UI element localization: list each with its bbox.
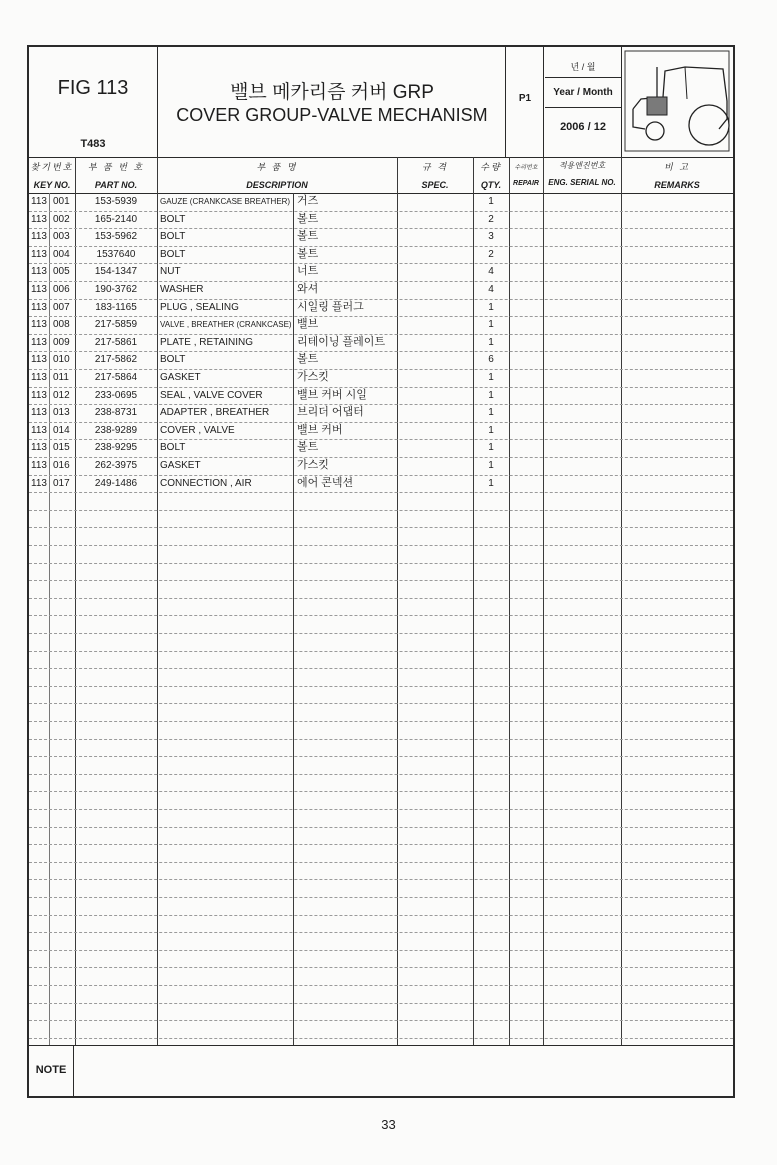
description-en-cell: NUT: [160, 266, 181, 278]
header-rule: [545, 77, 621, 79]
header-divider: [157, 47, 158, 157]
fig-cell: 113: [31, 336, 47, 348]
part-number-cell: 1537640: [96, 248, 136, 260]
sheet-header: [29, 47, 733, 158]
row-rule: [29, 756, 733, 757]
row-rule: [29, 915, 733, 916]
description-kr-cell: 밸브: [297, 318, 319, 331]
col-part: 부 품 번 호 PART NO.: [87, 162, 145, 190]
part-number-cell: 153-5962: [94, 231, 138, 243]
issue-date: 2006 / 12: [560, 121, 606, 133]
row-rule: [29, 545, 733, 546]
key-cell: 005: [53, 266, 70, 278]
key-cell: 003: [53, 231, 70, 243]
col-key: 찾기번호 KEY NO.: [30, 162, 74, 190]
fig-cell: 113: [31, 319, 47, 331]
description-kr-cell: 밸브 커버 시일: [297, 388, 367, 401]
column-rule: [49, 193, 50, 1045]
part-number-cell: 249-1486: [94, 477, 138, 489]
qty-cell: 1: [488, 460, 494, 471]
row-rule: [29, 633, 733, 634]
row-rule: [29, 774, 733, 775]
row-rule: [29, 1020, 733, 1021]
qty-cell: 1: [488, 442, 494, 454]
row-rule: [29, 668, 733, 669]
fig-cell: 113: [31, 372, 47, 383]
description-kr-cell: 볼트: [297, 212, 319, 225]
column-rule: [509, 157, 510, 1045]
row-rule: [29, 563, 733, 564]
description-en-cell: WASHER: [160, 284, 204, 295]
row-rule: [29, 598, 733, 599]
qty-cell: 6: [488, 354, 494, 366]
title-korean: 밸브 메카리즘 커버 GRP: [230, 82, 434, 103]
header-divider: [543, 47, 544, 157]
description-kr-cell: 가스킷: [297, 459, 329, 471]
fig-cell: 113: [31, 301, 47, 313]
row-rule: [29, 950, 733, 951]
qty-cell: 1: [488, 424, 494, 436]
fig-cell: 113: [31, 284, 47, 295]
key-cell: 013: [53, 407, 70, 419]
row-rule: [29, 686, 733, 687]
part-number-cell: 217-5864: [94, 372, 138, 383]
fig-cell: 113: [31, 460, 47, 471]
part-number-cell: 183-1165: [95, 301, 137, 313]
col-spec: 규 격 SPEC.: [421, 162, 449, 190]
fig-cell: 113: [31, 477, 47, 489]
key-cell: 007: [53, 301, 70, 313]
qty-cell: 1: [488, 301, 494, 313]
part-number-cell: 154-1347: [94, 266, 138, 278]
qty-cell: 2: [488, 248, 494, 260]
description-en-cell: PLATE , RETAINING: [160, 336, 253, 348]
description-en-cell: BOLT: [160, 213, 186, 225]
fig-cell: 113: [31, 248, 47, 260]
row-rule: [29, 791, 733, 792]
qty-cell: 4: [488, 266, 494, 278]
column-rule: [157, 157, 158, 1045]
row-rule: [29, 844, 733, 845]
description-en-cell: GASKET: [160, 372, 201, 383]
row-rule: [29, 492, 733, 493]
row-rule: [29, 967, 733, 968]
column-rule: [397, 157, 398, 1045]
row-rule: [29, 615, 733, 616]
row-rule: [29, 739, 733, 740]
tractor-thumbnail-icon: [623, 49, 731, 153]
row-rule: [29, 897, 733, 898]
row-rule: [29, 721, 733, 722]
parts-sheet: [27, 45, 735, 1098]
key-cell: 002: [53, 213, 70, 225]
row-rule: [29, 651, 733, 652]
model-code: T483: [80, 138, 106, 150]
col-eng-serial: 적용엔진번호 ENG. SERIAL NO.: [548, 161, 616, 187]
column-headers: [29, 157, 733, 194]
row-rule: [29, 510, 733, 511]
row-rule: [29, 879, 733, 880]
fig-cell: 113: [31, 389, 47, 401]
description-kr-cell: 볼트: [297, 247, 319, 260]
description-kr-cell: 시일링 플러그: [297, 300, 364, 313]
qty-cell: 2: [488, 213, 494, 225]
fig-cell: 113: [31, 196, 47, 207]
note-divider: [73, 1046, 74, 1098]
part-number-cell: 165-2140: [94, 213, 138, 225]
fig-cell: 113: [31, 407, 47, 419]
description-kr-cell: 리테이닝 플레이트: [297, 335, 386, 348]
description-en-cell: CONNECTION , AIR: [160, 477, 252, 489]
part-number-cell: 262-3975: [94, 460, 138, 471]
row-rule: [29, 1038, 733, 1039]
year-month-label-en: Year / Month: [553, 87, 613, 98]
part-number-cell: 153-5939: [94, 196, 138, 207]
part-number-cell: 217-5861: [94, 336, 138, 348]
description-kr-cell: 밸브 커버: [297, 423, 343, 436]
part-number-cell: 233-0695: [94, 389, 138, 401]
key-cell: 010: [53, 354, 70, 366]
fig-cell: 113: [31, 231, 47, 243]
qty-cell: 1: [488, 407, 494, 419]
description-kr-cell: 거즈: [297, 195, 319, 207]
qty-cell: 1: [488, 319, 494, 331]
key-cell: 001: [53, 196, 70, 207]
description-kr-cell: 와셔: [297, 283, 319, 295]
description-en-cell: GAUZE (CRANKCASE BREATHER): [160, 197, 291, 206]
row-rule: [29, 862, 733, 863]
col-repair: 수리번호 REPAIR: [513, 165, 539, 187]
year-month-label-kr: 년 / 월: [570, 62, 596, 72]
part-number-cell: 238-9289: [94, 424, 138, 436]
column-rule: [621, 157, 622, 1045]
row-rule: [29, 809, 733, 810]
qty-cell: 1: [488, 477, 494, 489]
fig-cell: 113: [31, 442, 47, 454]
description-kr-cell: 브리더 어댑터: [297, 406, 364, 419]
description-en-cell: ADAPTER , BREATHER: [160, 407, 270, 419]
qty-cell: 4: [488, 284, 494, 295]
col-qty: 수량 QTY.: [480, 162, 502, 190]
description-en-cell: BOLT: [160, 442, 186, 454]
fig-cell: 113: [31, 266, 47, 278]
note-box: [29, 1045, 733, 1098]
fig-cell: 113: [31, 213, 47, 225]
description-en-cell: BOLT: [160, 231, 186, 243]
description-en-cell: SEAL , VALVE COVER: [160, 389, 263, 401]
key-cell: 014: [53, 424, 70, 436]
header-divider: [621, 47, 622, 157]
part-number-cell: 190-3762: [94, 284, 138, 295]
qty-cell: 1: [488, 372, 494, 383]
header-rule: [545, 107, 621, 109]
page-code: P1: [518, 93, 532, 104]
key-cell: 011: [53, 372, 69, 383]
key-cell: 012: [53, 389, 70, 401]
part-number-cell: 238-9295: [94, 442, 138, 454]
row-rule: [29, 580, 733, 581]
col-description: 부 품 명 DESCRIPTION: [246, 162, 308, 190]
description-kr-cell: 볼트: [297, 441, 319, 454]
part-number-cell: 238-8731: [94, 407, 138, 419]
row-rule: [29, 527, 733, 528]
qty-cell: 1: [488, 389, 494, 401]
key-cell: 015: [53, 442, 70, 454]
description-kr-cell: 에어 콘넥션: [297, 476, 354, 489]
description-en-cell: PLUG , SEALING: [160, 301, 239, 313]
note-label: NOTE: [35, 1064, 67, 1076]
key-cell: 009: [53, 336, 70, 348]
key-cell: 006: [53, 284, 70, 295]
column-rule: [543, 157, 544, 1045]
key-cell: 008: [53, 319, 70, 331]
description-kr-cell: 가스킷: [297, 371, 329, 383]
key-cell: 016: [53, 460, 70, 471]
part-number-cell: 217-5862: [94, 354, 138, 366]
description-en-cell: VALVE , BREATHER (CRANKCASE): [160, 320, 292, 330]
header-divider: [505, 47, 506, 157]
title-english: COVER GROUP-VALVE MECHANISM: [176, 105, 488, 125]
description-kr-cell: 볼트: [297, 353, 319, 366]
description-kr-cell: 볼트: [297, 230, 319, 243]
row-rule: [29, 932, 733, 933]
part-number-cell: 217-5859: [94, 319, 138, 331]
row-rule: [29, 1003, 733, 1004]
page-number: 33: [381, 1117, 396, 1132]
qty-cell: 3: [488, 231, 494, 243]
description-en-cell: GASKET: [160, 460, 201, 471]
qty-cell: 1: [488, 336, 494, 348]
key-cell: 004: [53, 248, 70, 260]
qty-cell: 1: [488, 196, 494, 207]
row-rule: [29, 703, 733, 704]
fig-number: FIG 113: [57, 77, 129, 99]
key-cell: 017: [53, 477, 70, 489]
col-remarks: 비 고 REMARKS: [654, 162, 700, 190]
fig-cell: 113: [31, 424, 47, 436]
description-kr-cell: 너트: [297, 265, 319, 278]
description-en-cell: COVER , VALVE: [160, 424, 235, 436]
fig-cell: 113: [31, 354, 47, 366]
description-en-cell: BOLT: [160, 354, 186, 366]
row-rule: [29, 827, 733, 828]
row-rule: [29, 985, 733, 986]
description-en-cell: BOLT: [160, 248, 186, 260]
